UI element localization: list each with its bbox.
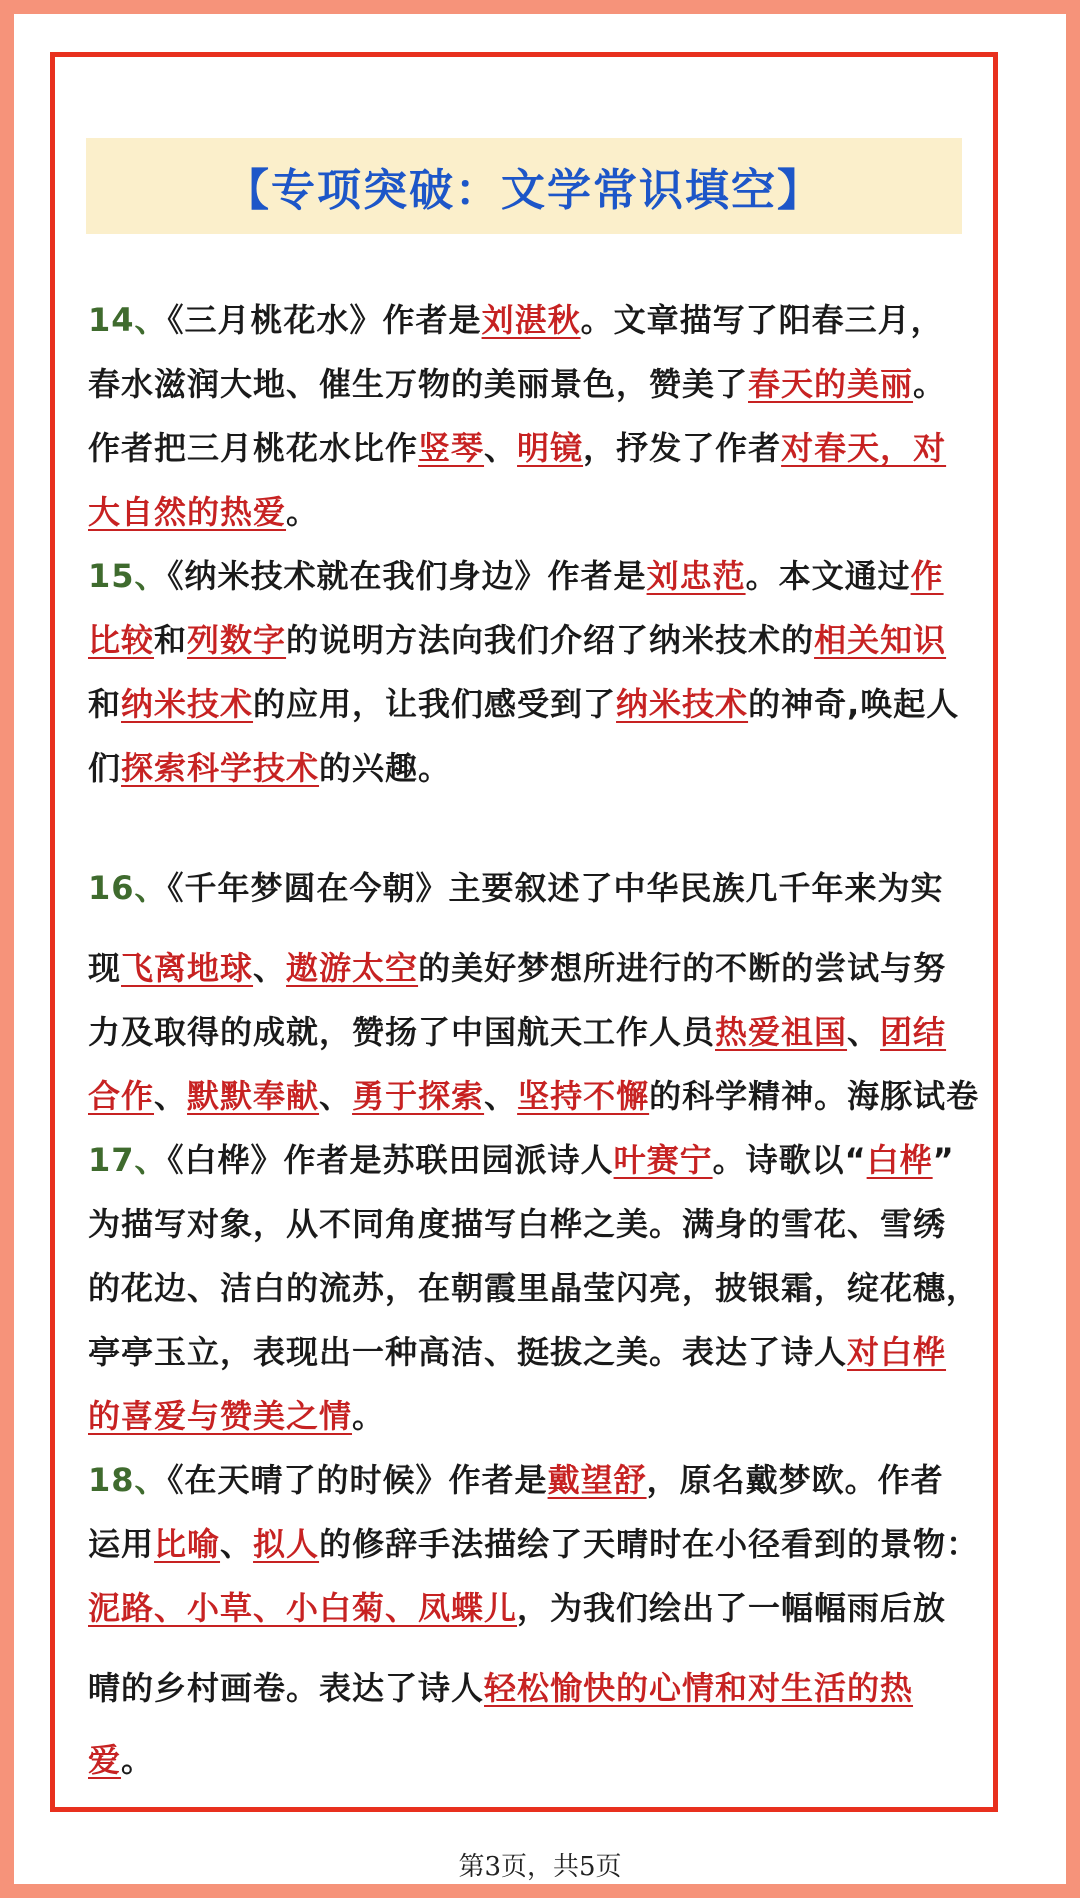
body-text: 。 <box>352 1397 386 1435</box>
body-text: 的神奇,唤起人 <box>748 685 960 723</box>
answer-text: 拟人 <box>253 1525 320 1563</box>
body-text: ，抒发了作者 <box>583 429 782 467</box>
page-number-footer: 第3页，共5页 <box>458 1852 622 1882</box>
answer-text: 爱 <box>88 1741 122 1779</box>
text-line <box>88 480 988 544</box>
text-line <box>88 1000 988 1064</box>
answer-text: 纳米技术 <box>616 685 749 723</box>
body-text: 运用 <box>88 1525 155 1563</box>
answer-text: 比较 <box>88 621 155 659</box>
body-text: 《白桦》作者是苏联田园派诗人 <box>167 1141 614 1179</box>
answer-text: 春天的美丽 <box>748 365 914 403</box>
answer-text: 飞离地球 <box>121 949 254 987</box>
article-body <box>88 288 988 1792</box>
answer-text: 遨游太空 <box>286 949 419 987</box>
answer-text: 列数字 <box>187 621 287 659</box>
question-number: 16、 <box>88 869 168 907</box>
text-line <box>88 1256 988 1320</box>
question-number: 18、 <box>88 1461 168 1499</box>
body-text: 力及取得的成就，赞扬了中国航天工作人员 <box>88 1013 716 1051</box>
body-text: 《千年梦圆在今朝》主要叙述了中华民族几千年来为实 <box>167 869 944 907</box>
answer-text: 纳米技术 <box>121 685 254 723</box>
body-text: 的兴趣。 <box>319 749 452 787</box>
answer-text: 勇于探索 <box>352 1077 485 1115</box>
body-text: 作者把三月桃花水比作 <box>88 429 419 467</box>
body-text: 的说明方法向我们介绍了纳米技术的 <box>286 621 815 659</box>
text-line <box>88 736 988 800</box>
text-line <box>88 856 988 920</box>
body-text: 、 <box>220 1525 254 1563</box>
text-line <box>88 1448 988 1512</box>
answer-text: 泥路、小草、小白菊、凤蝶儿 <box>88 1589 518 1627</box>
text-line <box>88 672 988 736</box>
answer-text: 默默奉献 <box>187 1077 320 1115</box>
text-line <box>88 288 988 352</box>
text-line <box>88 416 988 480</box>
answer-text: 白桦 <box>866 1141 933 1179</box>
body-text: 《三月桃花水》作者是 <box>167 301 482 339</box>
body-text: 、 <box>253 949 287 987</box>
text-line <box>88 1512 988 1576</box>
text-line <box>88 608 988 672</box>
body-text: 亭亭玉立，表现出一种高洁、挺拔之美。表达了诗人 <box>88 1333 848 1371</box>
body-text: ” <box>932 1141 955 1179</box>
answer-text: 戴望舒 <box>547 1461 647 1499</box>
body-text: ，为我们绘出了一幅幅雨后放 <box>517 1589 947 1627</box>
question-number: 17、 <box>88 1141 168 1179</box>
body-text: 的美好梦想所进行的不断的尝试与努 <box>418 949 947 987</box>
body-text: 和 <box>154 621 188 659</box>
answer-text: 的喜爱与赞美之情 <box>88 1397 353 1435</box>
answer-text: 作 <box>910 557 944 595</box>
answer-text: 探索科学技术 <box>121 749 320 787</box>
text-line <box>88 352 988 416</box>
answer-text: 刘湛秋 <box>481 301 581 339</box>
title-banner <box>86 138 962 234</box>
body-text: 。本文通过 <box>745 557 911 595</box>
question-number: 14、 <box>88 301 168 339</box>
answer-text: 相关知识 <box>814 621 947 659</box>
text-line <box>88 1656 988 1720</box>
body-text: 。 <box>913 365 947 403</box>
text-line <box>88 936 988 1000</box>
answer-text: 明镜 <box>517 429 584 467</box>
body-text: 为描写对象，从不同角度描写白桦之美。满身的雪花、雪绣 <box>88 1205 947 1243</box>
body-text: 、 <box>154 1077 188 1115</box>
body-text: 的花边、洁白的流苏，在朝霞里晶莹闪亮，披银霜，绽花穗， <box>88 1269 980 1307</box>
body-text: 、 <box>319 1077 353 1115</box>
text-line <box>88 1128 988 1192</box>
text-line <box>88 1320 988 1384</box>
body-text: 春水滋润大地、催生万物的美丽景色，赞美了 <box>88 365 749 403</box>
body-text: ，原名戴梦欧。作者 <box>646 1461 944 1499</box>
answer-text: 刘忠范 <box>646 557 746 595</box>
answer-text: 对春天，对 <box>781 429 947 467</box>
answer-text: 对白桦 <box>847 1333 947 1371</box>
answer-text: 叶赛宁 <box>613 1141 713 1179</box>
body-text: 的应用，让我们感受到了 <box>253 685 617 723</box>
body-text: 的科学精神。海豚试卷 <box>649 1077 980 1115</box>
body-text: 。诗歌以“ <box>712 1141 867 1179</box>
body-text: 、 <box>484 429 518 467</box>
body-text: 晴的乡村画卷。表达了诗人 <box>88 1669 485 1707</box>
body-text: 、 <box>847 1013 881 1051</box>
text-line <box>88 1384 988 1448</box>
answer-text: 热爱祖国 <box>715 1013 848 1051</box>
body-text: 。 <box>286 493 320 531</box>
answer-text: 坚持不懈 <box>517 1077 650 1115</box>
page-title: 【专项突破：文学常识填空】 <box>225 165 823 216</box>
body-text: 、 <box>484 1077 518 1115</box>
body-text: 。文章描写了阳春三月， <box>580 301 944 339</box>
text-line <box>88 1576 988 1640</box>
body-text: 和 <box>88 685 122 723</box>
body-text: 。 <box>121 1741 155 1779</box>
text-line <box>88 544 988 608</box>
answer-text: 团结 <box>880 1013 947 1051</box>
body-text: 的修辞手法描绘了天晴时在小径看到的景物： <box>319 1525 980 1563</box>
answer-text: 大自然的热爱 <box>88 493 287 531</box>
answer-text: 比喻 <box>154 1525 221 1563</box>
answer-text: 竖琴 <box>418 429 485 467</box>
body-text: 《纳米技术就在我们身边》作者是 <box>167 557 647 595</box>
answer-text: 合作 <box>88 1077 155 1115</box>
body-text: 现 <box>88 949 122 987</box>
question-number: 15、 <box>88 557 168 595</box>
answer-text: 轻松愉快的心情和对生活的热 <box>484 1669 914 1707</box>
body-text: 们 <box>88 749 122 787</box>
text-line <box>88 1192 988 1256</box>
text-line <box>88 1728 988 1792</box>
text-line <box>88 1064 988 1128</box>
body-text: 《在天晴了的时候》作者是 <box>167 1461 548 1499</box>
